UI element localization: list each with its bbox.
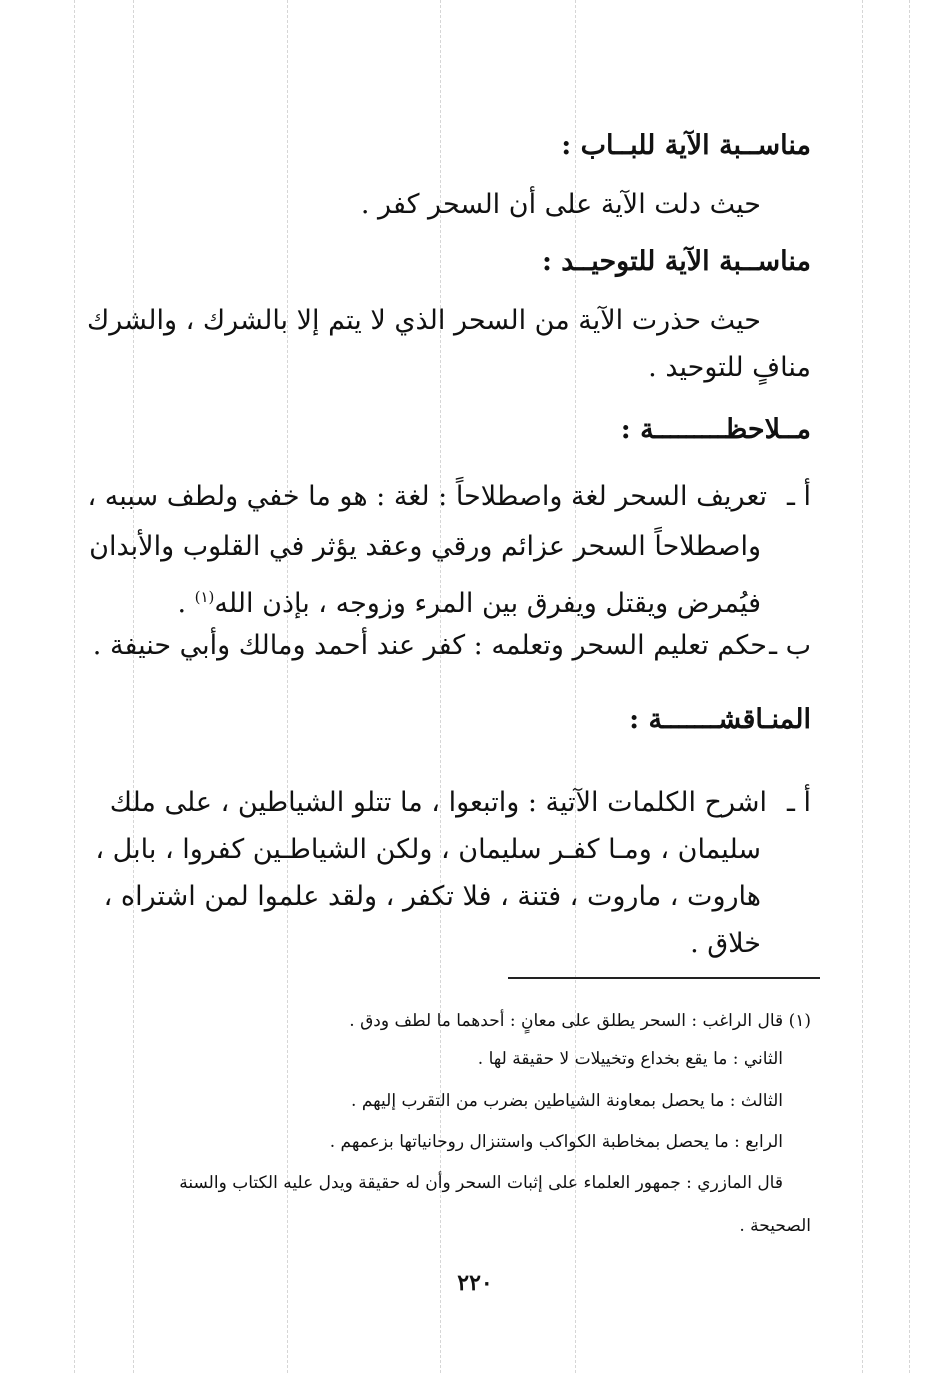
remarks-item-a-line3-end: . — [177, 588, 195, 619]
scan-line — [862, 0, 863, 1373]
remarks-item-a-line3 — [131, 577, 761, 624]
discussion-item-a-text: اشرح الكلمات الآتية : واتبعوا ، ما تتلو الشياطين ، على ملك — [109, 787, 767, 818]
heading-relevance-tawhid: مناســبة الآية للتوحيــد : — [541, 246, 811, 277]
footnote-line: الثالث : ما يحصل بمعاونة الشياطين بضرب من التقرب إليهم . — [351, 1091, 783, 1111]
footnote-line: الرابع : ما يحصل بمخاطبة الكواكب واستنزال روحانياتها بزعمهم . — [329, 1132, 783, 1152]
heading-discussion: المنـاقشـــــــة : — [629, 704, 811, 735]
footnote-separator — [508, 977, 820, 979]
discussion-item-a-line3: هاروت ، ماروت ، فتنة ، فلا تكفر ، ولقد علموا لمن اشتراه ، — [103, 881, 761, 912]
heading-relevance-chapter: مناســبة الآية للبــاب : — [561, 130, 811, 161]
footnote-line: (١) قال الراغب : السحر يطلق على معانٍ : أحدهما ما لطف ودق . — [349, 1011, 811, 1031]
list-marker: أ ـ — [787, 787, 811, 818]
page-number: ٢٢٠ — [457, 1270, 493, 1296]
remarks-item-b-text: حكم تعليم السحر وتعلمه : كفر عند أحمد ومالك وأبي حنيفة . — [92, 630, 767, 661]
text-relevance-tawhid-line2: منافٍ للتوحيد . — [648, 352, 811, 383]
discussion-item-a-line1 — [109, 783, 811, 823]
remarks-item-a-text: تعريف السحر لغة واصطلاحاً : لغة : هو ما خفي ولطف سببه ، — [87, 481, 767, 512]
remarks-item-a-line3-text: فيُمرض ويقتل ويفرق بين المرء وزوجه ، بإذن الله — [214, 588, 761, 619]
remarks-item-a-line1 — [87, 477, 811, 517]
footnote-line: قال المازري : جمهور العلماء على إثبات السحر وأن له حقيقة ويدل عليه الكتاب والسنة — [179, 1173, 783, 1193]
footnote-reference: (١) — [194, 588, 215, 606]
scan-line — [74, 0, 75, 1373]
list-marker: أ ـ — [787, 481, 811, 512]
discussion-item-a-line4: خلاق . — [690, 928, 761, 959]
discussion-item-a-line2: سليمان ، ومـا كفـر سليمان ، ولكن الشياطـين كفروا ، بابل ، — [95, 834, 761, 865]
list-marker: ب ـ — [769, 630, 811, 661]
remarks-item-b-line1 — [92, 626, 811, 666]
text-relevance-chapter: حيث دلت الآية على أن السحر كفر . — [360, 189, 761, 220]
remarks-item-a-line2: واصطلاحاً السحر عزائم ورقي وعقد يؤثر في القلوب والأبدان — [89, 531, 761, 562]
text-relevance-tawhid-line1: حيث حذرت الآية من السحر الذي لا يتم إلا بالشرك ، والشرك — [86, 305, 761, 336]
footnote-line: الصحيحة . — [739, 1216, 811, 1236]
footnote-line: الثاني : ما يقع بخداع وتخييلات لا حقيقة لها . — [477, 1049, 783, 1069]
scan-line — [909, 0, 910, 1373]
heading-remarks: مــلاحظـــــــــة : — [620, 414, 811, 445]
